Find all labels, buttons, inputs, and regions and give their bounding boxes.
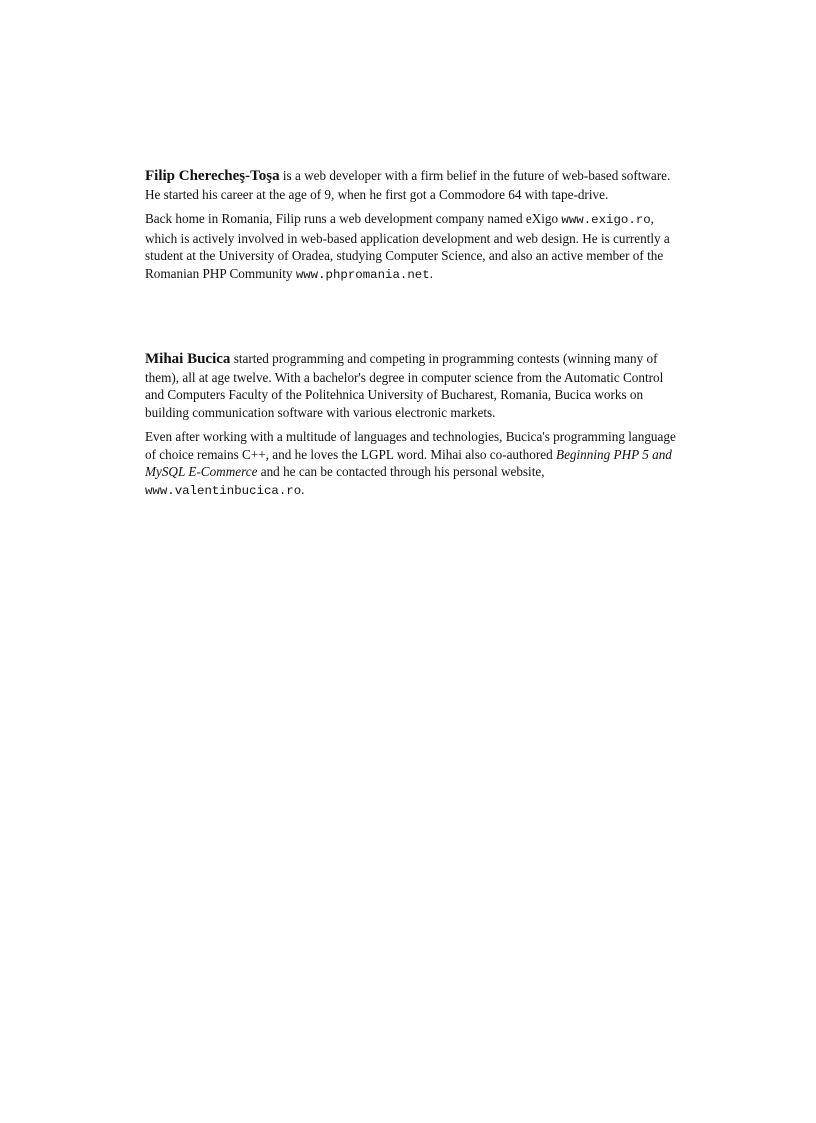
author-name: Mihai Bucica	[145, 351, 231, 367]
author-name: Filip Cherecheş-Toşa	[145, 168, 280, 184]
bio-text: Back home in Romania, Filip runs a web development company named eXigo	[145, 211, 562, 226]
company-url: www.exigo.ro	[561, 213, 651, 227]
author-bio-mihai	[145, 350, 680, 500]
author-bio-filip	[145, 167, 680, 284]
bio-text: .	[429, 265, 433, 281]
book-title: Beginning PHP 5 and MySQL E-Commerce	[145, 446, 672, 479]
bio-paragraph	[145, 167, 680, 203]
bio-text: started programming and competing in programming contests (winning many of them), all at age twelve. With a bachelor's degree in computer science from the Automatic Control and Computers Faculty of the Politehnica University of Bucharest, Romania, Bucica works on building communication software with various electronic markets.	[145, 351, 664, 420]
bio-paragraph	[145, 350, 680, 421]
bio-text: and he can be contacted through his personal website,	[257, 464, 545, 479]
bio-text: , which is actively involved in web-based application development and web design. He is currently a student at the University of Oradea, studying Computer Science, and also an active member of the Romanian PHP Community	[145, 211, 670, 281]
bio-text: .	[301, 481, 305, 497]
bio-paragraph	[145, 210, 680, 284]
bio-paragraph	[145, 428, 680, 500]
bio-text: Even after working with a multitude of languages and technologies, Bucica's programming language of choice remains C++, and he loves the LGPL word. Mihai also co-authored	[145, 429, 676, 462]
author-bios	[145, 167, 680, 500]
personal-website-url: www.valentinbucica.ro	[145, 483, 302, 498]
community-url: www.phpromania.net	[295, 267, 430, 282]
bio-text: is a web developer with a firm belief in the future of web-based software. He started his career at the age of 9, when he first got a Commodore 64 with tape-drive.	[145, 168, 671, 202]
